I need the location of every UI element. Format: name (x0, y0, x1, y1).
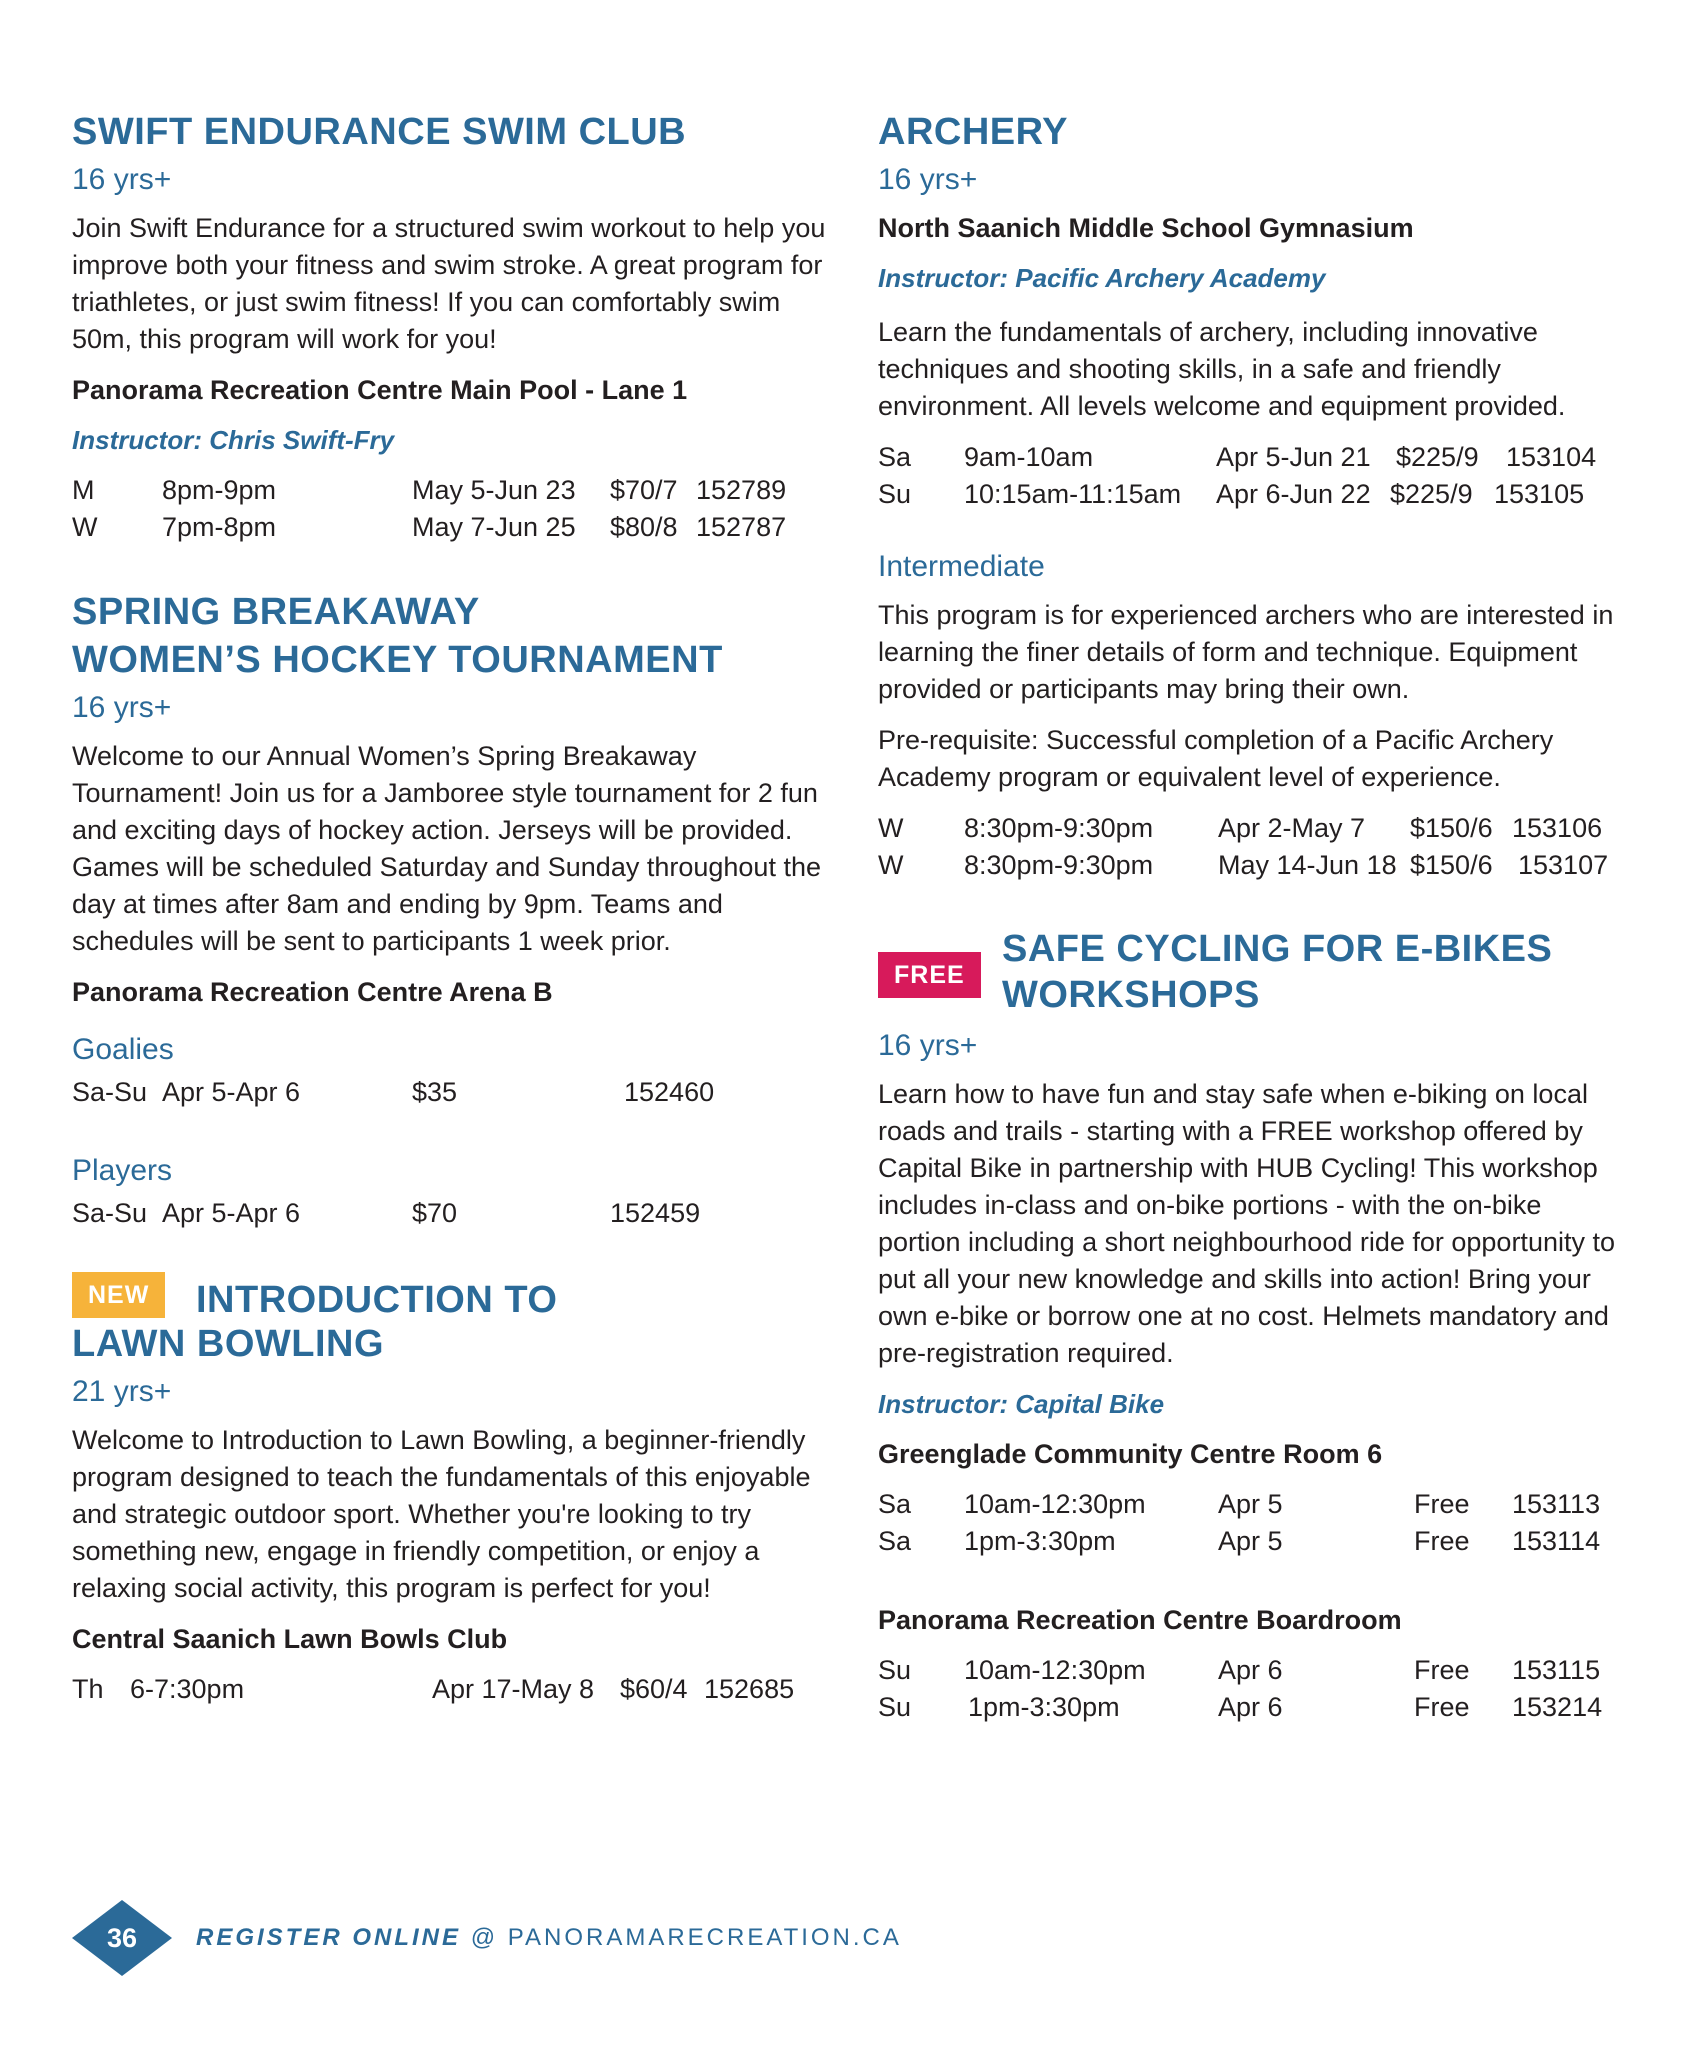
title-line-2: WORKSHOPS (1002, 974, 1260, 1016)
course-code: 152789 (696, 475, 787, 505)
price: $60/4 (620, 1674, 688, 1704)
price: $80/8 (610, 512, 678, 542)
day: W (878, 850, 904, 880)
title-line-2: WOMEN’S HOCKEY TOURNAMENT (72, 639, 723, 681)
price: $225/9 (1396, 442, 1479, 472)
age-requirement: 16 yrs+ (72, 163, 172, 196)
free-badge: FREE (878, 952, 981, 998)
price: $225/9 (1390, 479, 1473, 509)
course-code: 153106 (1512, 813, 1603, 843)
at-sign: @ (470, 1924, 499, 1951)
location: Panorama Recreation Centre Arena B (72, 977, 553, 1007)
spacer (72, 1232, 832, 1272)
price: Free (1414, 1692, 1470, 1722)
dates: Apr 2-May 7 (1218, 813, 1366, 843)
course-code: 152685 (704, 1674, 795, 1704)
time: 8:30pm-9:30pm (964, 850, 1154, 880)
time: 10am-12:30pm (964, 1655, 1146, 1685)
dates: Apr 6-Jun 22 (1216, 479, 1371, 509)
day: M (72, 475, 95, 505)
days: Sa-Su (72, 1198, 148, 1228)
day: Su (878, 1692, 912, 1722)
schedule-row (72, 1074, 832, 1111)
day: Sa (878, 1526, 912, 1556)
time: 1pm-3:30pm (964, 1526, 1116, 1556)
age-requirement: 16 yrs+ (878, 163, 978, 196)
day: Sa (878, 442, 912, 472)
dates: May 5-Jun 23 (412, 475, 576, 505)
dates: May 7-Jun 25 (412, 512, 576, 542)
program-description: Learn how to have fun and stay safe when e-biking on local roads and trails - starting with a FREE workshop offered by Capital Bike in partnership with HUB Cycling! This workshop includes in-class and on-bike portions - with the on-bike portion including a short neighbourhood ride for opportunity to put all your new knowledge and skills into action! Bring your own e-bike or borrow one at no cost. Helmets mandatory and pre-registration required. (878, 1079, 1615, 1368)
hockey-tournament-section (72, 588, 832, 1232)
schedule-row (878, 1689, 1618, 1726)
title-line-1: SAFE CYCLING FOR E-BIKES (1002, 928, 1553, 970)
subheading-goalies: Goalies (72, 1033, 174, 1066)
course-code: 152460 (624, 1077, 715, 1107)
instructor: Instructor: Capital Bike (878, 1389, 1165, 1419)
dates: Apr 5-Jun 21 (1216, 442, 1371, 472)
days: Sa-Su (72, 1077, 148, 1107)
date: Apr 6 (1218, 1692, 1283, 1722)
safe-cycling-section (878, 926, 1618, 1726)
time: 10am-12:30pm (964, 1489, 1146, 1519)
price: $150/6 (1410, 850, 1493, 880)
day: W (878, 813, 904, 843)
price: Free (1414, 1489, 1470, 1519)
price: Free (1414, 1655, 1470, 1685)
instructor: Instructor: Chris Swift-Fry (72, 425, 395, 455)
schedule-row (878, 1523, 1618, 1560)
schedule-row (878, 847, 1618, 884)
location: North Saanich Middle School Gymnasium (878, 213, 1414, 243)
spacer (72, 546, 832, 588)
title-line-row (72, 1272, 832, 1320)
time: 10:15am-11:15am (964, 479, 1182, 509)
program-description: Welcome to our Annual Women’s Spring Breakaway Tournament! Join us for a Jamboree style tournament for 2 fun and exciting days of hockey action. Jerseys will be provided. Games will be scheduled Saturday and Sunday throughout the day at times after 8am and ending by 9pm. Teams and schedules will be sent to participants 1 week prior. (72, 741, 821, 956)
age-requirement: 21 yrs+ (72, 1375, 172, 1408)
dates: Apr 5-Apr 6 (162, 1198, 301, 1228)
page-number: 36 (106, 1923, 138, 1953)
date: Apr 5 (1218, 1526, 1283, 1556)
time: 1pm-3:30pm (968, 1692, 1120, 1722)
price: $150/6 (1410, 813, 1493, 843)
schedule-row (72, 1195, 832, 1232)
section-title (72, 588, 832, 684)
course-code: 153214 (1512, 1692, 1603, 1722)
lawn-bowling-section (72, 1272, 832, 1708)
right-column (878, 108, 1618, 1726)
subheading-players: Players (72, 1154, 173, 1187)
price: Free (1414, 1526, 1470, 1556)
course-code: 152459 (610, 1198, 701, 1228)
intermediate-description: This program is for experienced archers who are interested in learning the finer details of form and technique. Equipment provided or participants may bring their own. (878, 600, 1614, 704)
prerequisite: Pre-requisite: Successful completion of a Pacific Archery Academy program or equivalent level of experience. (878, 725, 1554, 792)
section-title: ARCHERY (878, 111, 1068, 153)
age-requirement: 16 yrs+ (72, 691, 172, 724)
schedule-row (72, 472, 832, 509)
section-title (1002, 926, 1552, 1018)
title-block (878, 926, 1618, 1022)
title-line-2: LAWN BOWLING (72, 1323, 385, 1365)
day: Su (878, 1655, 912, 1685)
time: 9am-10am (964, 442, 1094, 472)
location: Greenglade Community Centre Room 6 (878, 1439, 1383, 1469)
course-code: 152787 (696, 512, 787, 542)
time: 6-7:30pm (130, 1674, 245, 1704)
dates: Apr 5-Apr 6 (162, 1077, 301, 1107)
dates: Apr 17-May 8 (432, 1674, 595, 1704)
day: Th (72, 1674, 104, 1704)
schedule-row (878, 1652, 1618, 1689)
title-line-1: INTRODUCTION TO (196, 1279, 558, 1321)
age-requirement: 16 yrs+ (878, 1029, 978, 1062)
instructor: Instructor: Pacific Archery Academy (878, 263, 1326, 293)
time: 8:30pm-9:30pm (964, 813, 1154, 843)
price: $35 (412, 1077, 458, 1107)
website-url: PANORAMARECREATION.CA (507, 1924, 902, 1951)
dates: May 14-Jun 18 (1218, 850, 1397, 880)
program-description: Join Swift Endurance for a structured swim workout to help you improve both your fitness and swim stroke. A great program for triathletes, or just swim fitness! If you can comfortably swim 50m, this program will work for you! (72, 213, 826, 354)
title-line-1: SPRING BREAKAWAY (72, 591, 480, 633)
left-column (72, 108, 832, 1708)
register-online-link[interactable] (196, 1922, 902, 1954)
new-badge: NEW (72, 1272, 165, 1318)
schedule-row (72, 509, 832, 546)
spacer (878, 884, 1618, 926)
course-code: 153114 (1512, 1526, 1601, 1556)
location: Central Saanich Lawn Bowls Club (72, 1624, 508, 1654)
location: Panorama Recreation Centre Main Pool - Lane 1 (72, 375, 688, 405)
schedule-row (878, 476, 1618, 513)
time: 7pm-8pm (162, 512, 277, 542)
day: Sa (878, 1489, 912, 1519)
date: Apr 5 (1218, 1489, 1283, 1519)
course-code: 153115 (1512, 1655, 1601, 1685)
subheading-intermediate: Intermediate (878, 550, 1045, 583)
section-title: SWIFT ENDURANCE SWIM CLUB (72, 111, 687, 153)
schedule-row (878, 439, 1618, 476)
schedule-row (878, 1486, 1618, 1523)
price: $70 (412, 1198, 458, 1228)
time: 8pm-9pm (162, 475, 277, 505)
register-label: REGISTER ONLINE (196, 1924, 462, 1951)
course-code: 153104 (1506, 442, 1597, 472)
program-description: Welcome to Introduction to Lawn Bowling, a beginner-friendly program designed to teach the fundamentals of this enjoyable and strategic outdoor sport. Whether you're looking to try something new, engage in friendly competition, or enjoy a relaxing social activity, this program is perfect for you! (72, 1425, 811, 1603)
program-description: Learn the fundamentals of archery, including innovative techniques and shooting skills, in a safe and friendly environment. All levels welcome and equipment provided. (878, 317, 1566, 421)
schedule-row (878, 810, 1618, 847)
swim-club-section (72, 108, 832, 546)
schedule-row (72, 1671, 832, 1708)
date: Apr 6 (1218, 1655, 1283, 1685)
price: $70/7 (610, 475, 678, 505)
day: Su (878, 479, 912, 509)
course-code: 153107 (1518, 850, 1609, 880)
archery-section (878, 108, 1618, 884)
day: W (72, 512, 98, 542)
course-code: 153113 (1512, 1489, 1601, 1519)
course-code: 153105 (1494, 479, 1585, 509)
location: Panorama Recreation Centre Boardroom (878, 1605, 1402, 1635)
page-footer (72, 1900, 972, 1980)
